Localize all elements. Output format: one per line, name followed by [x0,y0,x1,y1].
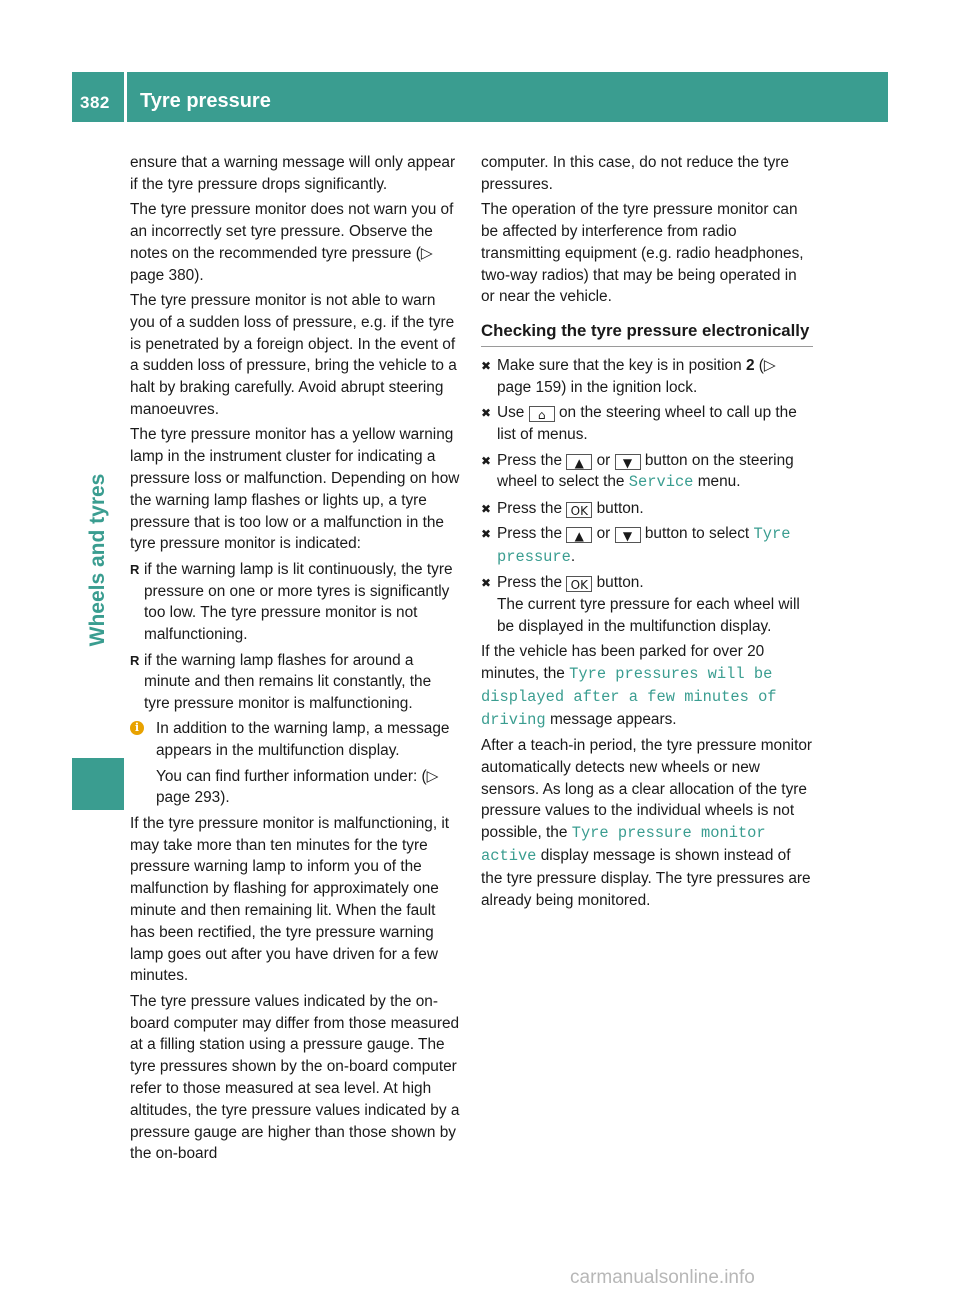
menu-item-name: Tyre pressure [497,525,791,566]
key-position: 2 [745,357,755,375]
list-item: R if the warning lamp flashes for around a minute and then remains lit constantly, the tyre pressure monitor is malfunctioning. [130,651,432,713]
paragraph: The operation of the tyre pressure monitor can be affected by interference from radio transmitting equipment (e.g. radio headphones, two-way radios) that may be being operated in or near the vehicle. [481,201,804,306]
down-button-icon: ▼ [615,454,641,470]
info-icon: i [130,721,144,735]
step-result: The current tyre pressure for each wheel will be displayed in the multifunction display. [497,596,800,635]
paragraph: If the tyre pressure monitor is malfunctioning, it may take more than ten minutes for the tyre pressure warning lamp to inform you of the malfunction by flashing for approximately one minute and then remaining lit. When the fault has been rectified, the tyre pressure warning lamp goes out after you have driven for a few minutes. [130,814,450,985]
list-item: R if the warning lamp is lit continuously, the tyre pressure on one or more tyres is significantly too low. The tyre pressure monitor is not malfunctioning. [130,560,453,644]
paragraph: computer. In this case, do not reduce the tyre pressures. [481,154,789,193]
instruction-step: ✖ Press the OK button. [481,498,813,520]
step-arrow-icon: ✖ [481,453,492,468]
step-arrow-icon: ✖ [481,576,492,591]
paragraph: The tyre pressure values indicated by the on-board computer may differ from those measured at a filling station using a pressure gauge. The tyre pressures shown by the on-board computer refer to those measured at sea level. At high altitudes, the tyre pressure values indicated by a pressure gauge are higher than those shown by the on-board [130,992,460,1163]
instruction-step: ✖ Make sure that the key is in position 2 (▷ page 159) in the ignition lock. [481,357,776,396]
step-arrow-icon: ✖ [481,406,492,421]
page-reference: (▷ page 293). [156,767,439,807]
page-reference: (▷ page 380). [130,244,433,284]
paragraph: The tyre pressure monitor does not warn you of an incorrectly set tyre pressure. Observe the notes on the recommended tyre pressure (▷ page 380). [130,201,454,284]
header-divider [124,72,127,122]
section-heading: Checking the tyre pressure electronically [481,320,813,347]
menu-name: Service [628,473,694,492]
page-title: Tyre pressure [140,90,271,112]
bullet-icon: R [130,561,140,577]
step-arrow-icon: ✖ [481,501,492,516]
paragraph: If the vehicle has been parked for over 20 minutes, the Tyre pressures will be displayed after a few minutes of driving message appears. [481,643,777,729]
section-tab-block [72,758,124,810]
paragraph: After a teach-in period, the tyre pressure monitor automatically detects new wheels or new sensors. As long as a clear allocation of the tyre pressure values to the individual wheels is not possible, the Tyre pressure monitor active display message is shown instead of the tyre pressure display. The tyre pressures are already being monitored. [481,737,813,909]
home-button-icon: ⌂ [529,406,555,422]
instruction-step: ✖ Press the ▲ or ▼ button to select Tyre pressure. [481,525,791,566]
up-button-icon: ▲ [566,454,592,470]
ok-button-icon: OK [566,502,592,518]
up-button-icon: ▲ [566,527,592,543]
bullet-icon: R [130,652,140,668]
paragraph: The tyre pressure monitor has a yellow warning lamp in the instrument cluster for indicating a pressure loss or malfunction. Depending on how the warning lamp flashes or lights up, a tyre pressure that is too low or a malfunction in the tyre pressure monitor is indicated: [130,426,460,553]
ok-button-icon: OK [566,576,592,592]
section-tab-label: Wheels and tyres [86,473,109,647]
instruction-step: ✖ Press the OK button. The current tyre pressure for each wheel will be displayed in the multifunction display. [481,572,813,637]
down-button-icon: ▼ [615,527,641,543]
step-arrow-icon: ✖ [481,527,492,542]
paragraph: The tyre pressure monitor is not able to warn you of a sudden loss of pressure, e.g. if the tyre is penetrated by a foreign object. In the event of a sudden loss of pressure, bring the vehicle to a halt by braking carefully. Avoid abrupt steering manoeuvres. [130,291,457,418]
info-note: i In addition to the warning lamp, a message appears in the multifunction display. You can find further information under: (▷ page 293). [130,718,460,809]
right-column [481,152,813,915]
display-message: Tyre pressure monitor active [481,824,766,866]
instruction-step: ✖ Use ⌂ on the steering wheel to call up the list of menus. [481,404,797,444]
instruction-step: ✖ Press the ▲ or ▼ button on the steering wheel to select the Service menu. [481,451,794,492]
left-column [130,152,460,1169]
display-message: Tyre pressures will be displayed after a few minutes of driving [481,665,777,729]
step-arrow-icon: ✖ [481,359,492,374]
paragraph: ensure that a warning message will only appear if the tyre pressure drops significantly. [130,154,456,193]
watermark: carmanualsonline.info [570,1267,755,1288]
page-number: 382 [80,93,110,112]
